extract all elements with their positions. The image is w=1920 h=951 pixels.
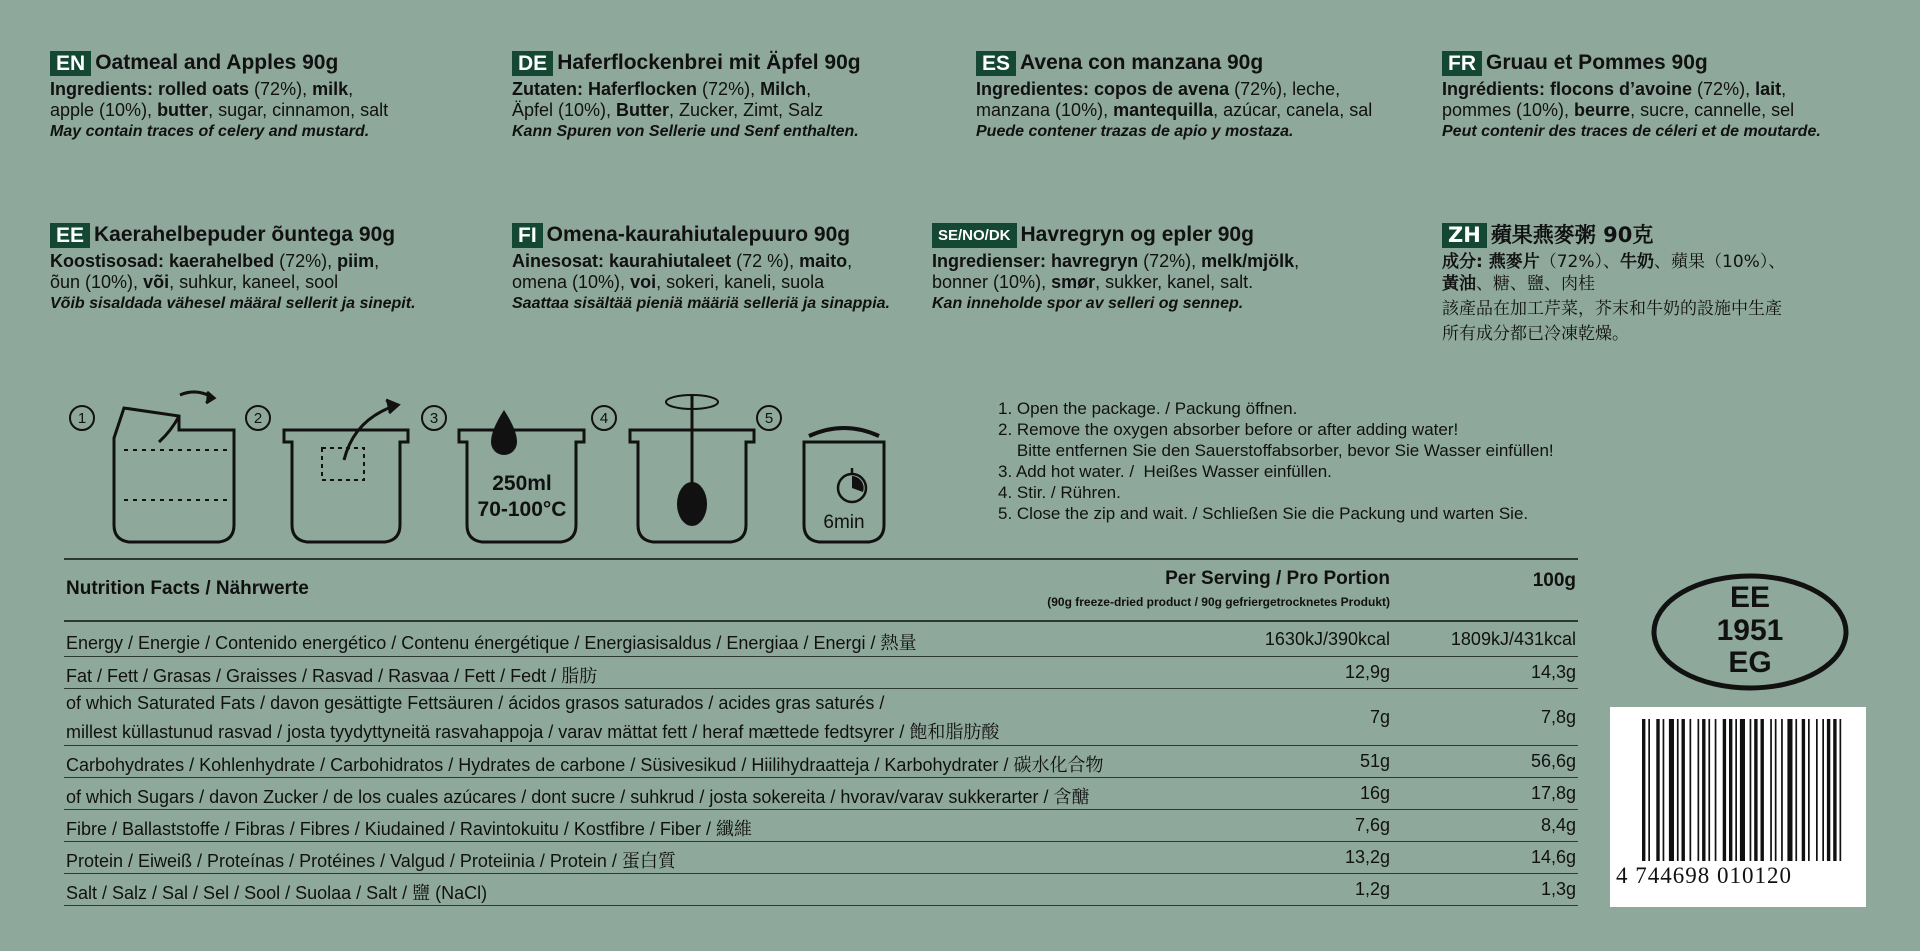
ingredient-text: , sokeri, kaneli, suola bbox=[656, 272, 825, 292]
ingredient-text: , bbox=[348, 79, 354, 99]
ingredients-label: Ingrédients: bbox=[1442, 79, 1546, 99]
ingredient-text: (72%), leche, bbox=[1229, 79, 1341, 99]
nutrient-label bbox=[66, 629, 917, 655]
barcode-bar bbox=[1781, 719, 1783, 861]
ingredients-label: Koostisosad: bbox=[50, 251, 165, 271]
ingredient-text: , bbox=[847, 251, 853, 271]
nutrient-label-text: millest küllastunud rasvad / josta tyydyttyneitä rasvahappoja / varav mättat fett / heraf mættede fedtsyrer / 飽和脂肪酸 bbox=[66, 722, 1000, 742]
barcode-bar bbox=[1698, 719, 1700, 861]
per-serving-value: 7,6g bbox=[1354, 815, 1390, 835]
product-name: Haferflockenbrei mit Äpfel 90g bbox=[557, 51, 861, 74]
freeze-dried-note: 所有成分都已冷凍乾燥。 bbox=[1442, 324, 1629, 344]
water-amount: 250ml bbox=[492, 472, 552, 495]
nutrition-header bbox=[64, 558, 1578, 622]
barcode-bar bbox=[1750, 719, 1752, 861]
per-100g-header: 100g bbox=[1532, 570, 1576, 591]
ingredient-text: (72%), bbox=[274, 251, 338, 271]
nutrient-label-text: Salt / Salz / Sal / Sel / Sool / Suolaa / Salt / 鹽 (NaCl) bbox=[66, 883, 488, 903]
nutrient-label-text: Carbohydrates / Kohlenhydrate / Carbohidratos / Hydrates de carbone / Süsivesikud / Hiilihydraatteja / Karbohydrater / 碳水化合物 bbox=[66, 755, 1104, 775]
product-name: 蘋果燕麥粥 90克 bbox=[1490, 223, 1654, 247]
barcode-bar bbox=[1808, 719, 1810, 861]
lang-code-badge: DE bbox=[512, 51, 553, 76]
ingredient-text: (72%), bbox=[1138, 251, 1202, 271]
ingredient-text: butter bbox=[157, 100, 209, 120]
per-100g-value: 14,3g bbox=[1530, 662, 1576, 682]
nutrient-label bbox=[66, 879, 487, 905]
allergen-note: Peut contenir des traces de céleri et de moutarde. bbox=[1442, 123, 1821, 140]
barcode-bar bbox=[1833, 719, 1836, 861]
ingredient-text: , bbox=[1781, 79, 1787, 99]
ingredient-text: melk/mjölk bbox=[1201, 251, 1295, 271]
lang-code-badge: EN bbox=[50, 51, 91, 76]
per-serving-value: 12,9g bbox=[1344, 662, 1390, 682]
ingredient-text: omena (10%), bbox=[512, 272, 631, 292]
nutrition-row bbox=[64, 746, 1578, 778]
barcode-bar bbox=[1682, 719, 1685, 861]
barcode-bar bbox=[1690, 719, 1692, 861]
ingredient-text: Butter bbox=[616, 100, 670, 120]
ingredient-text: havregryn bbox=[1046, 251, 1139, 271]
ingredient-text: , suhkur, kaneel, sool bbox=[169, 272, 339, 292]
nutrition-table bbox=[64, 558, 1578, 906]
nutrient-label bbox=[66, 847, 676, 873]
ingredients-label: Zutaten: bbox=[512, 79, 583, 99]
per-serving-value: 13,2g bbox=[1344, 847, 1390, 867]
per-serving-value: 1,2g bbox=[1354, 879, 1390, 899]
nutrition-row bbox=[64, 778, 1578, 810]
product-name: Havregryn og epler 90g bbox=[1020, 223, 1254, 246]
ingredient-text: , azúcar, canela, sal bbox=[1213, 100, 1373, 120]
ingredient-text: piim bbox=[337, 251, 375, 271]
instruction-line: 2. Remove the oxygen absorber before or after adding water! bbox=[998, 420, 1459, 439]
nutrition-row bbox=[64, 874, 1578, 906]
ingredient-text: milk bbox=[312, 79, 349, 99]
ingredient-text: manzana (10%), bbox=[976, 100, 1114, 120]
ingredient-text: kaerahelbed bbox=[164, 251, 275, 271]
per-100g-value: 17,8g bbox=[1530, 783, 1576, 803]
ingredients-label: Ingredients: bbox=[50, 79, 154, 99]
lang-block-de bbox=[512, 50, 962, 142]
instruction-line: 3. Add hot water. / Heißes Wasser einfüllen. bbox=[998, 462, 1332, 481]
ingredients-label: Ingredienser: bbox=[932, 251, 1047, 271]
lang-title bbox=[50, 50, 500, 76]
ingredient-text: copos de avena bbox=[1089, 79, 1230, 99]
ingredient-text: smør bbox=[1051, 272, 1096, 292]
barcode-bar bbox=[1802, 719, 1805, 861]
ingredient-text: （72%）、 bbox=[1539, 252, 1621, 272]
lang-block-fi bbox=[512, 222, 962, 314]
nutrition-title: Nutrition Facts / Nährwerte bbox=[66, 578, 309, 599]
ingredients bbox=[932, 251, 1382, 293]
barcode-bar bbox=[1827, 719, 1830, 861]
ingredient-text: flocons d’avoine bbox=[1545, 79, 1693, 99]
lang-code-badge: FR bbox=[1442, 51, 1482, 76]
lang-block-en bbox=[50, 50, 500, 142]
lang-title bbox=[50, 222, 500, 248]
ingredient-text: Äpfel (10%), bbox=[512, 100, 617, 120]
nutrient-label bbox=[66, 693, 999, 744]
nutrient-label-text: of which Sugars / davon Zucker / de los cuales azúcares / dont sucre / suhkrud / josta sokereita / hvorav/varav sukkerarter / 含醣 bbox=[66, 787, 1090, 807]
ingredient-text: 、糖、鹽、肉桂 bbox=[1476, 274, 1595, 294]
lang-block-es bbox=[976, 50, 1426, 142]
instruction-line: 4. Stir. / Rühren. bbox=[998, 483, 1121, 502]
ingredient-text: bonner (10%), bbox=[932, 272, 1052, 292]
instructions-list bbox=[998, 398, 1554, 524]
ingredients bbox=[50, 79, 500, 121]
ingredient-text: mantequilla bbox=[1113, 100, 1214, 120]
step-4-number: 4 bbox=[599, 410, 609, 427]
seal-line-3: EG bbox=[1728, 646, 1772, 679]
ingredient-text: Haferflocken bbox=[583, 79, 698, 99]
wait-time: 6min bbox=[823, 512, 865, 533]
barcode-bar bbox=[1822, 719, 1824, 861]
barcode-bar bbox=[1729, 719, 1732, 861]
lang-title bbox=[1442, 50, 1892, 76]
lang-title bbox=[512, 50, 962, 76]
product-name: Omena-kaurahiutalepuuro 90g bbox=[546, 223, 851, 246]
instruction-line: 5. Close the zip and wait. / Schließen Sie die Packung und warten Sie. bbox=[998, 504, 1529, 523]
ingredient-text: beurre bbox=[1574, 100, 1631, 120]
instruction-line: 1. Open the package. / Packung öffnen. bbox=[998, 399, 1298, 418]
ingredient-text: apple (10%), bbox=[50, 100, 158, 120]
step-5-number: 5 bbox=[764, 410, 774, 427]
per-serving-header: Per Serving / Pro Portion bbox=[1165, 568, 1390, 589]
per-serving-value: 16g bbox=[1359, 783, 1390, 803]
product-name: Kaerahelbepuder õuntega 90g bbox=[94, 223, 396, 246]
product-name: Oatmeal and Apples 90g bbox=[95, 51, 339, 74]
seal-line-1: EE bbox=[1729, 581, 1771, 614]
ingredient-text: 燕麥片 bbox=[1482, 252, 1540, 272]
barcode-bar bbox=[1775, 719, 1777, 861]
ingredient-text: 牛奶 bbox=[1620, 252, 1655, 272]
nutrition-row bbox=[64, 657, 1578, 689]
ingredients-label: Ingredientes: bbox=[976, 79, 1090, 99]
nutrient-label-text: Fat / Fett / Grasas / Graisses / Rasvad / Rasvaa / Fett / Fedt / 脂肪 bbox=[66, 666, 598, 686]
nutrient-label-text: Energy / Energie / Contenido energético / Contenu énergétique / Energiasisaldus / Energiaa / Energi / 熱量 bbox=[66, 633, 917, 653]
lang-code-badge: ES bbox=[976, 51, 1016, 76]
ingredient-text: 、蘋果（10%）、 bbox=[1654, 252, 1786, 272]
ingredient-text: (72 %), bbox=[731, 251, 800, 271]
ingredient-text: rolled oats bbox=[153, 79, 250, 99]
allergen-note: May contain traces of celery and mustard. bbox=[50, 123, 370, 140]
allergen-note: Võib sisaldada vähesel määral sellerit ja sinepit. bbox=[50, 295, 416, 312]
per-serving-value: 51g bbox=[1359, 751, 1390, 771]
lang-block-zh bbox=[1442, 222, 1892, 345]
barcode-bar bbox=[1754, 719, 1757, 861]
lang-block-ee bbox=[50, 222, 500, 314]
allergen-note: Kan inneholde spor av selleri og sennep. bbox=[932, 295, 1244, 312]
ingredient-text: (72%), bbox=[697, 79, 761, 99]
barcode-bar bbox=[1677, 719, 1679, 861]
ingredients bbox=[512, 251, 962, 293]
per-100g-value: 8,4g bbox=[1540, 815, 1576, 835]
product-name: Gruau et Pommes 90g bbox=[1486, 51, 1708, 74]
barcode-bar bbox=[1669, 719, 1674, 861]
per-100g-value: 1809kJ/431kcal bbox=[1450, 629, 1576, 649]
barcode-bar bbox=[1648, 719, 1650, 861]
ingredients bbox=[1442, 251, 1892, 295]
barcode-bar bbox=[1663, 719, 1665, 861]
ingredients bbox=[1442, 79, 1892, 121]
ingredient-text: , bbox=[1294, 251, 1300, 271]
ingredients-label: 成分: bbox=[1442, 252, 1483, 272]
barcode-bar bbox=[1840, 719, 1842, 861]
per-100g-value: 56,6g bbox=[1530, 751, 1576, 771]
lang-code-badge: SE/NO/DK bbox=[932, 223, 1017, 248]
allergen-note: Saattaa sisältää pieniä määriä selleriä ja sinappia. bbox=[512, 295, 890, 312]
ingredients bbox=[976, 79, 1426, 121]
lang-code-badge: EE bbox=[50, 223, 90, 248]
allergen-note: Kann Spuren von Sellerie und Senf enthalten. bbox=[512, 123, 859, 140]
nutrient-label bbox=[66, 751, 1104, 777]
lang-code-badge: ZH bbox=[1442, 223, 1487, 248]
lang-code-badge: FI bbox=[512, 223, 543, 248]
ingredient-text: õun (10%), bbox=[50, 272, 144, 292]
nutrient-label bbox=[66, 815, 752, 841]
lang-block-se-no-dk bbox=[932, 222, 1382, 314]
lang-block-fr bbox=[1442, 50, 1892, 142]
step-3-number: 3 bbox=[429, 410, 439, 427]
ingredients-label: Ainesosat: bbox=[512, 251, 605, 271]
nutrient-label-text: Protein / Eiweiß / Proteínas / Protéines / Valgud / Proteiinia / Protein / 蛋白質 bbox=[66, 851, 676, 871]
step-1-number: 1 bbox=[77, 410, 87, 427]
ingredient-text: (72%), bbox=[249, 79, 313, 99]
barcode-bar bbox=[1656, 719, 1659, 861]
ingredient-text: , bbox=[806, 79, 812, 99]
barcode bbox=[1610, 707, 1866, 907]
per-100g-value: 1,3g bbox=[1540, 879, 1576, 899]
nutrient-label-text: of which Saturated Fats / davon gesättigte Fettsäuren / ácidos grasos saturados / acides gras saturés / bbox=[66, 693, 885, 713]
ingredient-text: pommes (10%), bbox=[1442, 100, 1575, 120]
nutrition-row bbox=[64, 810, 1578, 842]
barcode-bar bbox=[1702, 719, 1705, 861]
ingredient-text: 黃油 bbox=[1442, 274, 1476, 294]
step-2-number: 2 bbox=[253, 410, 263, 427]
barcode-bar bbox=[1715, 719, 1717, 861]
lang-title bbox=[976, 50, 1426, 76]
ingredient-text: (72%), bbox=[1692, 79, 1756, 99]
lang-title bbox=[1442, 222, 1892, 248]
instruction-line: Bitte entfernen Sie den Sauerstoffabsorber, bevor Sie Wasser einfüllen! bbox=[998, 441, 1554, 460]
nutrient-label bbox=[66, 662, 597, 688]
nutrition-row bbox=[64, 622, 1578, 657]
water-temperature: 70-100°C bbox=[477, 498, 567, 521]
ingredient-text: kaurahiutaleet bbox=[604, 251, 732, 271]
per-serving-value: 1630kJ/390kcal bbox=[1264, 629, 1390, 649]
health-mark-seal bbox=[1650, 572, 1850, 692]
barcode-bars bbox=[1610, 707, 1866, 863]
lang-title bbox=[512, 222, 962, 248]
nutrition-row bbox=[64, 842, 1578, 874]
per-serving-subheader: (90g freeze-dried product / 90g gefriergetrocknetes Produkt) bbox=[1047, 595, 1390, 609]
barcode-bar bbox=[1816, 719, 1818, 861]
barcode-bar bbox=[1761, 719, 1764, 861]
ingredient-text: , bbox=[374, 251, 380, 271]
seal-line-2: 1951 bbox=[1716, 614, 1784, 647]
barcode-bar bbox=[1735, 719, 1737, 861]
ingredient-text: , sukker, kanel, salt. bbox=[1095, 272, 1254, 292]
ingredient-text: Milch bbox=[760, 79, 807, 99]
per-100g-value: 14,6g bbox=[1530, 847, 1576, 867]
barcode-bar bbox=[1787, 719, 1792, 861]
allergen-note: Puede contener trazas de apio y mostaza. bbox=[976, 123, 1294, 140]
ingredients bbox=[50, 251, 500, 293]
preparation-steps-diagram bbox=[64, 390, 944, 550]
ingredient-text: , sugar, cinnamon, salt bbox=[208, 100, 389, 120]
barcode-bar bbox=[1708, 719, 1710, 861]
ingredient-text: , sucre, cannelle, sel bbox=[1630, 100, 1795, 120]
nutrition-row bbox=[64, 689, 1578, 746]
ingredient-text: lait bbox=[1755, 79, 1782, 99]
barcode-bar bbox=[1770, 719, 1772, 861]
per-100g-value: 7,8g bbox=[1540, 707, 1576, 727]
barcode-bar bbox=[1723, 719, 1726, 861]
ingredient-text: voi bbox=[630, 272, 657, 292]
ingredient-text: või bbox=[143, 272, 170, 292]
lang-title bbox=[932, 222, 1382, 248]
barcode-bar bbox=[1642, 719, 1645, 861]
barcode-bar bbox=[1795, 719, 1797, 861]
barcode-number: 4 744698 010120 bbox=[1616, 863, 1792, 888]
ingredient-text: , Zucker, Zimt, Salz bbox=[669, 100, 824, 120]
ingredients bbox=[512, 79, 962, 121]
allergen-note: 該產品在加工芹菜，芥末和牛奶的設施中生產 bbox=[1442, 299, 1782, 319]
nutrient-label bbox=[66, 783, 1089, 809]
nutrient-label-text: Fibre / Ballaststoffe / Fibras / Fibres / Kiudained / Ravintokuitu / Kostfibre / Fiber / 纖維 bbox=[66, 819, 752, 839]
per-serving-value: 7g bbox=[1369, 707, 1390, 727]
ingredient-text: maito bbox=[799, 251, 848, 271]
product-name: Avena con manzana 90g bbox=[1020, 51, 1264, 74]
barcode-bar bbox=[1740, 719, 1745, 861]
